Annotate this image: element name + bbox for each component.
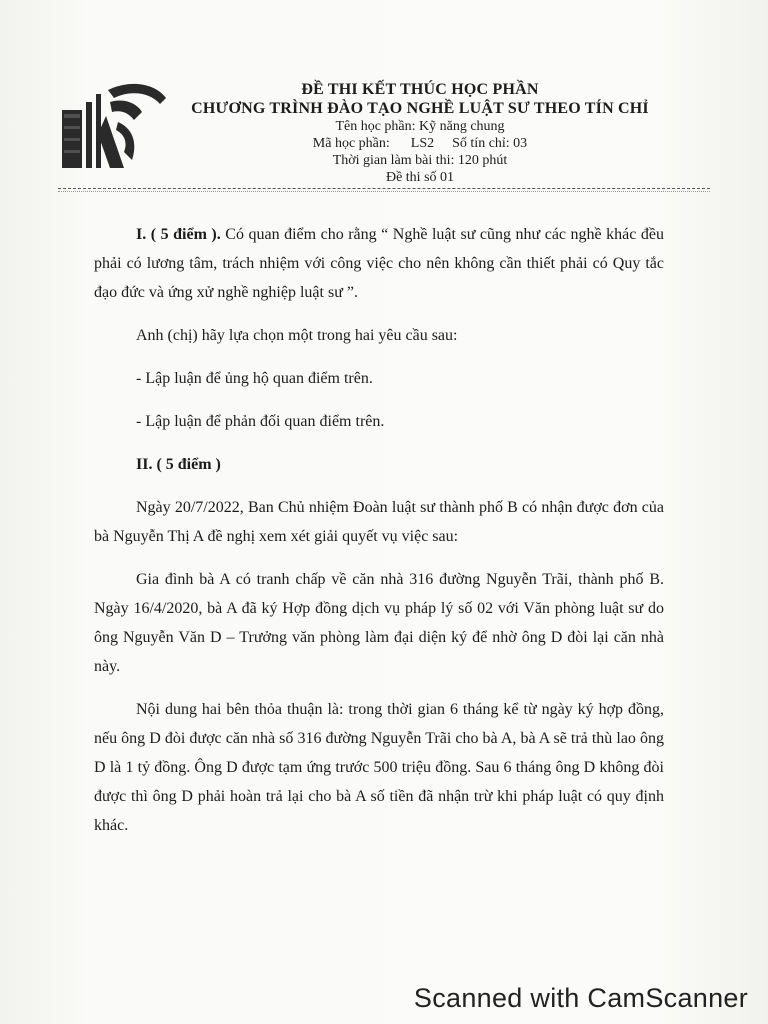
exam-header [170, 80, 670, 186]
question-1-option-1: - Lập luận để ủng hộ quan điểm trên. [136, 370, 373, 387]
credits: Số tín chỉ: 03 [452, 136, 528, 151]
course-code: Mã học phần: LS2 [312, 136, 435, 151]
question-1-text: Có quan điểm cho rằng “ Nghề luật sư cũng như các nghề khác đều phải có lương tâm, trách nhiệm với công việc cho nên không cần thiết phải có Quy tắc đạo đức và ứng xử nghề nghiệp luật sư ”. [94, 226, 665, 301]
program-title: CHƯƠNG TRÌNH ĐÀO TẠO NGHỀ LUẬT SƯ THEO TÍN CHỈ [191, 100, 649, 117]
header-divider [58, 188, 710, 189]
question-1-prompt: Anh (chị) hãy lựa chọn một trong hai yêu cầu sau: [136, 327, 458, 344]
question-1 [94, 220, 664, 307]
institution-logo [58, 76, 170, 174]
question-1-option-2: - Lập luận để phản đối quan điểm trên. [136, 413, 385, 430]
scanner-watermark: Scanned with CamScanner [413, 983, 748, 1013]
exam-number: Đề thi số 01 [385, 170, 455, 185]
exam-title: ĐỀ THI KẾT THÚC HỌC PHẦN [301, 81, 539, 98]
question-2-paragraph-2: Gia đình bà A có tranh chấp về căn nhà 316 đường Nguyễn Trãi, thành phố B. Ngày 16/4/2020, bà A đã ký Hợp đồng dịch vụ pháp lý số 02 với Văn phòng luật sư do ông Nguyễn Văn D – Trưởng văn phòng làm đại diện ký để nhờ ông D đòi lại căn nhà này. [94, 571, 664, 675]
header-divider-shadow [58, 191, 710, 192]
question-2-paragraph-3: Nội dung hai bên thỏa thuận là: trong thời gian 6 tháng kể từ ngày ký hợp đồng, nếu ông D đòi được căn nhà số 316 đường Nguyễn Trãi cho bà A, bà A sẽ trả thù lao ông D là 1 tỷ đồng. Ông D được tạm ứng trước 500 triệu đồng. Sau 6 tháng ông D không đòi được thì ông D phải hoàn trả lại cho bà A số tiền đã nhận trừ khi pháp luật có quy định khác. [94, 701, 664, 834]
course-name: Tên học phần: Kỹ năng chung [335, 119, 505, 134]
course-code-line [170, 135, 670, 152]
question-2-paragraph-1: Ngày 20/7/2022, Ban Chủ nhiệm Đoàn luật sư thành phố B có nhận được đơn của bà Nguyễn Thị A đề nghị xem xét giải quyết vụ việc sau: [94, 499, 664, 545]
question-1-label: I. ( 5 điểm ). [136, 226, 221, 243]
exam-duration: Thời gian làm bài thi: 120 phút [332, 153, 508, 168]
exam-body [94, 220, 664, 840]
question-2-label: II. ( 5 điểm ) [136, 456, 221, 473]
